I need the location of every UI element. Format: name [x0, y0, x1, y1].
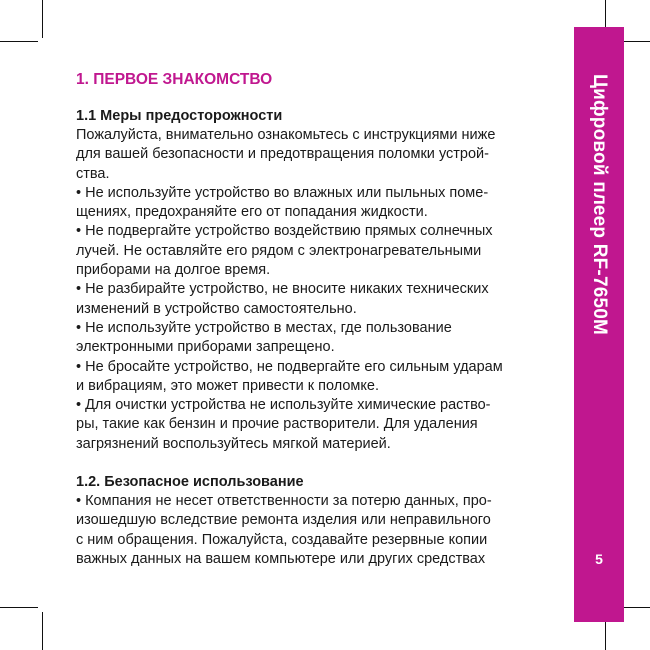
text-line: • Не разбирайте устройство, не вносите никаких технических [76, 281, 489, 298]
text-line: электронными приборами запрещено. [76, 339, 335, 356]
text-line: • Не бросайте устройство, не подвергайте его сильным ударам [76, 358, 503, 375]
text-line: и вибрациям, это может привести к поломке. [76, 377, 379, 394]
text-line: ры, такие как бензин и прочие растворители. Для удаления [76, 416, 478, 433]
section-title: 1. ПЕРВОЕ ЗНАКОМСТВО [76, 71, 273, 88]
text-line: • Компания не несет ответственности за потерю данных, про- [76, 493, 492, 510]
text-line: с ним обращения. Пожалуйста, создавайте резервные копии [76, 531, 488, 548]
page-number: 5 [595, 551, 603, 567]
text-line: • Для очистки устройства не используйте химические раство- [76, 397, 491, 414]
text-line: изменений в устройство самостоятельно. [76, 300, 357, 317]
text-line: • Не используйте устройство в местах, где пользование [76, 319, 452, 336]
page-content [76, 70, 562, 569]
text-line: Пожалуйста, внимательно ознакомьтесь с инструкциями ниже [76, 127, 496, 143]
text-line: загрязнений воспользуйтесь мягкой материей. [76, 435, 391, 452]
safe-use-heading: 1.2. Безопасное использование [76, 474, 304, 491]
text-line: для вашей безопасности и предотвращения поломки устрой- [76, 146, 489, 163]
precautions-text [76, 126, 562, 454]
text-line: ства. [76, 165, 110, 182]
text-line: приборами на долгое время. [76, 262, 271, 279]
text-line: • Не подвергайте устройство воздействию прямых солнечных [76, 223, 493, 240]
safe-use-text [76, 492, 562, 569]
text-line: важных данных на вашем компьютере или других средствах [76, 550, 486, 567]
section-gap [76, 454, 562, 473]
text-line: • Не используйте устройство во влажных или пыльных поме- [76, 184, 489, 201]
crop-mark [42, 0, 43, 38]
text-line: щениях, предохраняйте его от попадания жидкости. [76, 204, 428, 221]
crop-mark [0, 41, 38, 42]
crop-mark [42, 612, 43, 650]
text-line: лучей. Не оставляйте его рядом с электронагревательными [76, 242, 482, 259]
product-title: Цифровой плеер RF-7650M [589, 74, 610, 336]
side-bar [574, 27, 624, 622]
crop-mark [0, 607, 38, 608]
precautions-heading: 1.1 Меры предосторожности [76, 108, 283, 124]
text-line: изошедшую вследствие ремонта изделия или неправильного [76, 512, 491, 529]
